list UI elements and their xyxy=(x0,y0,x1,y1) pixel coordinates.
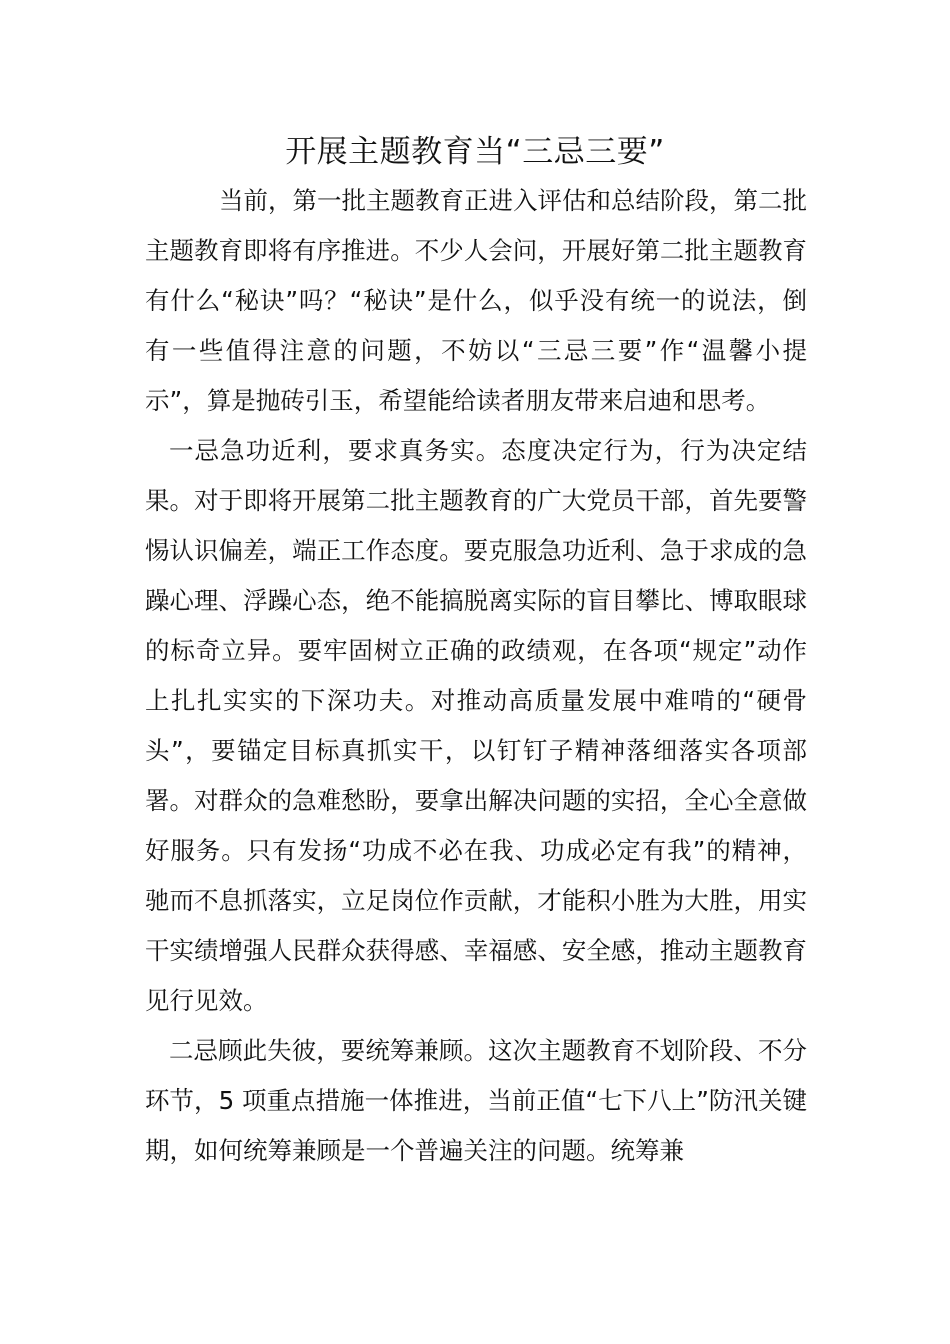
paragraph-point-one: 一忌急功近利，要求真务实。态度决定行为，行为决定结果。对于即将开展第二批主题教育的广大党员干部，首先要警惕认识偏差，端正工作态度。要克服急功近利、急于求成的急躁心理、浮躁心态，绝不能搞脱离实际的盲目攀比、博取眼球的标奇立异。要牢固树立正确的政绩观，在各项“规定”动作上扎扎实实的下深功夫。对推动高质量发展中难啃的“硬骨头”，要锚定目标真抓实干，以钉钉子精神落细落实各项部署。对群众的急难愁盼，要拿出解决问题的实招，全心全意做好服务。只有发扬“功成不必在我、功成必定有我”的精神，驰而不息抓落实，立足岗位作贡献，才能积小胜为大胜，用实干实绩增强人民群众获得感、幸福感、安全感，推动主题教育见行见效。 xyxy=(145,436,807,1015)
paragraph-point-two: 二忌顾此失彼，要统筹兼顾。这次主题教育不划阶段、不分环节，5 项重点措施一体推进，当前正值“七下八上”防汛关键期，如何统筹兼顾是一个普遍关注的问题。统筹兼 xyxy=(145,1036,807,1165)
document-body xyxy=(145,176,807,1176)
document-title: 开展主题教育当“三忌三要” xyxy=(285,134,665,170)
paragraph-intro: 当前，第一批主题教育正进入评估和总结阶段，第二批主题教育即将有序推进。不少人会问，开展好第二批主题教育有什么“秘诀”吗？“秘诀”是什么，似乎没有统一的说法，倒有一些值得注意的问题，不妨以“三忌三要”作“温馨小提示”，算是抛砖引玉，希望能给读者朋友带来启迪和思考。 xyxy=(145,186,807,415)
